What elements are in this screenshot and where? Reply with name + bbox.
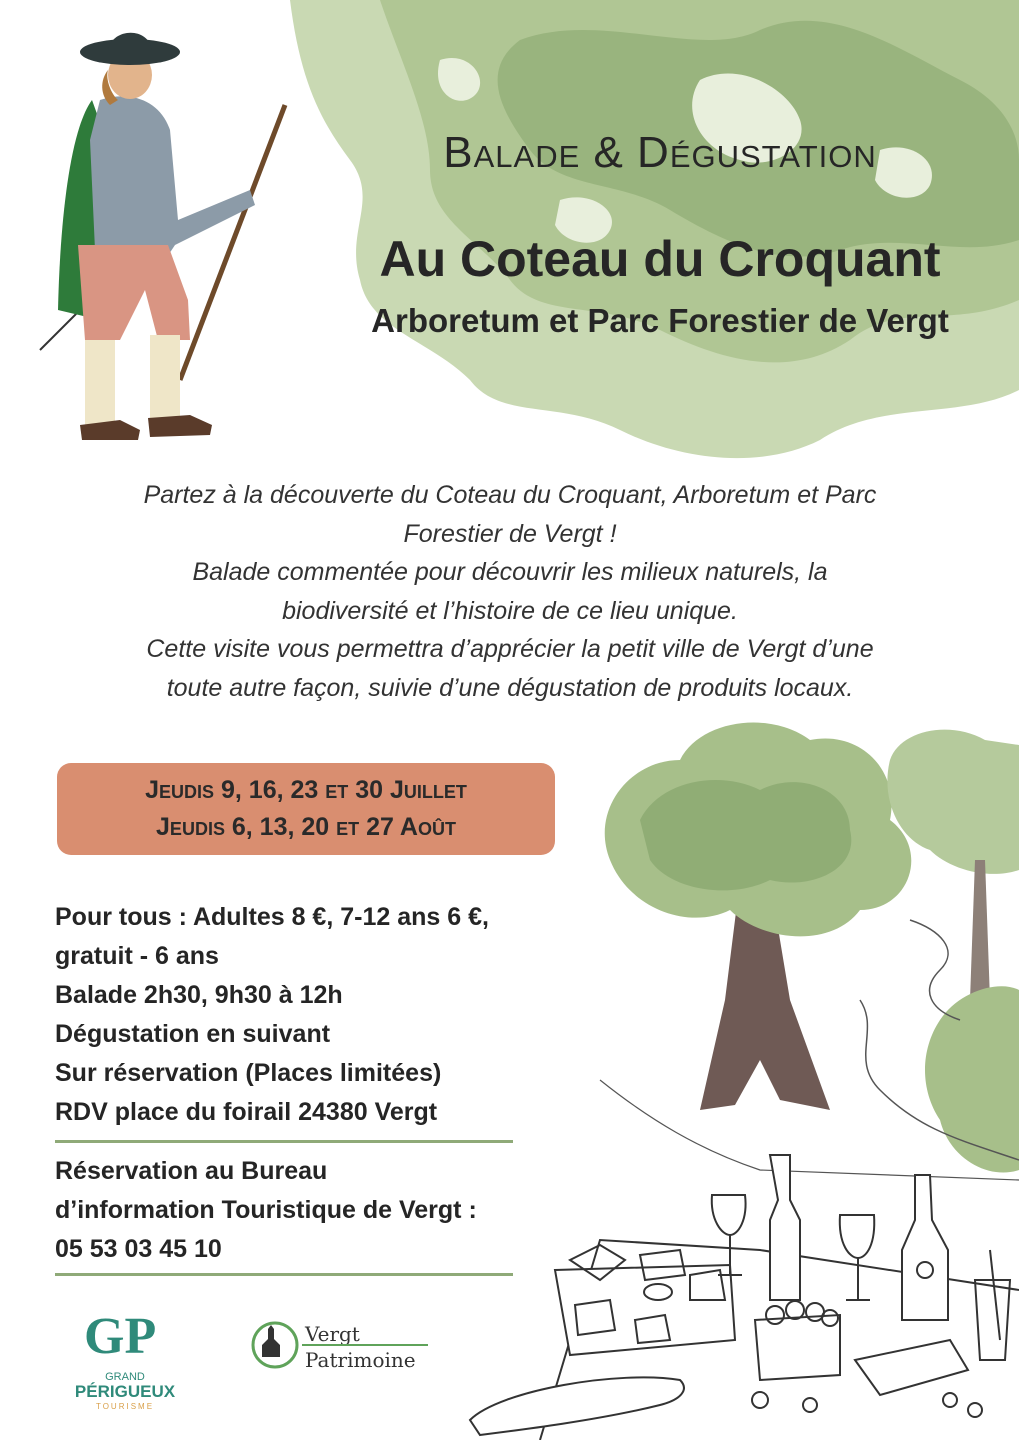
event-details xyxy=(55,898,575,1132)
intro-line: Forestier de Vergt ! xyxy=(403,519,617,548)
logo-text: PÉRIGUEUX xyxy=(74,1382,176,1401)
page-title: Au Coteau du Croquant xyxy=(379,231,941,287)
intro-line: Cette visite vous permettra d’apprécier la petit ville de Vergt d’une xyxy=(146,635,874,663)
page-subtitle: Arboretum et Parc Forestier de Vergt xyxy=(371,302,949,339)
dates-august: Jeudis 6, 13, 20 et 27 Août xyxy=(156,813,456,841)
trees-illustration xyxy=(600,723,1019,1180)
intro-line: biodiversité et l’histoire de ce lieu unique. xyxy=(282,596,738,625)
hiker-illustration xyxy=(40,33,285,440)
detail-line: RDV place du foirail 24380 Vergt xyxy=(55,1098,438,1126)
intro-line: Balade commentée pour découvrir les milieux naturels, la xyxy=(192,558,828,586)
church-icon xyxy=(262,1325,280,1357)
divider xyxy=(55,1273,513,1276)
logo-text: TOURISME xyxy=(95,1402,155,1411)
reservation-contact xyxy=(55,1152,575,1269)
dates-july: Jeudis 9, 16, 23 et 30 Juillet xyxy=(145,776,467,804)
logo-text: Vergt xyxy=(305,1322,360,1346)
logo-text: Patrimoine xyxy=(305,1348,416,1372)
grand-perigueux-logo xyxy=(70,1305,180,1420)
logo-text: GRAND xyxy=(105,1371,145,1383)
event-type-heading: Balade & Dégustation xyxy=(443,128,877,177)
intro-line: toute autre façon, suivie d’une dégustation de produits locaux. xyxy=(166,673,854,702)
logo-mark: GP xyxy=(84,1308,157,1365)
detail-line: Balade 2h30, 9h30 à 12h xyxy=(55,981,343,1009)
divider xyxy=(55,1140,513,1143)
phone-number[interactable]: 05 53 03 45 10 xyxy=(55,1235,222,1263)
detail-line: Sur réservation (Places limitées) xyxy=(55,1059,442,1087)
detail-line: Dégustation en suivant xyxy=(55,1020,331,1048)
detail-line: Pour tous : Adultes 8 €, 7-12 ans 6 €, xyxy=(55,903,489,931)
contact-line: Réservation au Bureau xyxy=(55,1157,328,1185)
contact-line: d’information Touristique de Vergt : xyxy=(55,1196,477,1224)
intro-line: Partez à la découverte du Coteau du Croquant, Arboretum et Parc xyxy=(143,481,877,509)
dates-banner xyxy=(57,763,555,855)
vergt-patrimoine-logo xyxy=(250,1315,440,1375)
intro-text xyxy=(40,476,980,707)
detail-line: gratuit - 6 ans xyxy=(55,942,219,970)
